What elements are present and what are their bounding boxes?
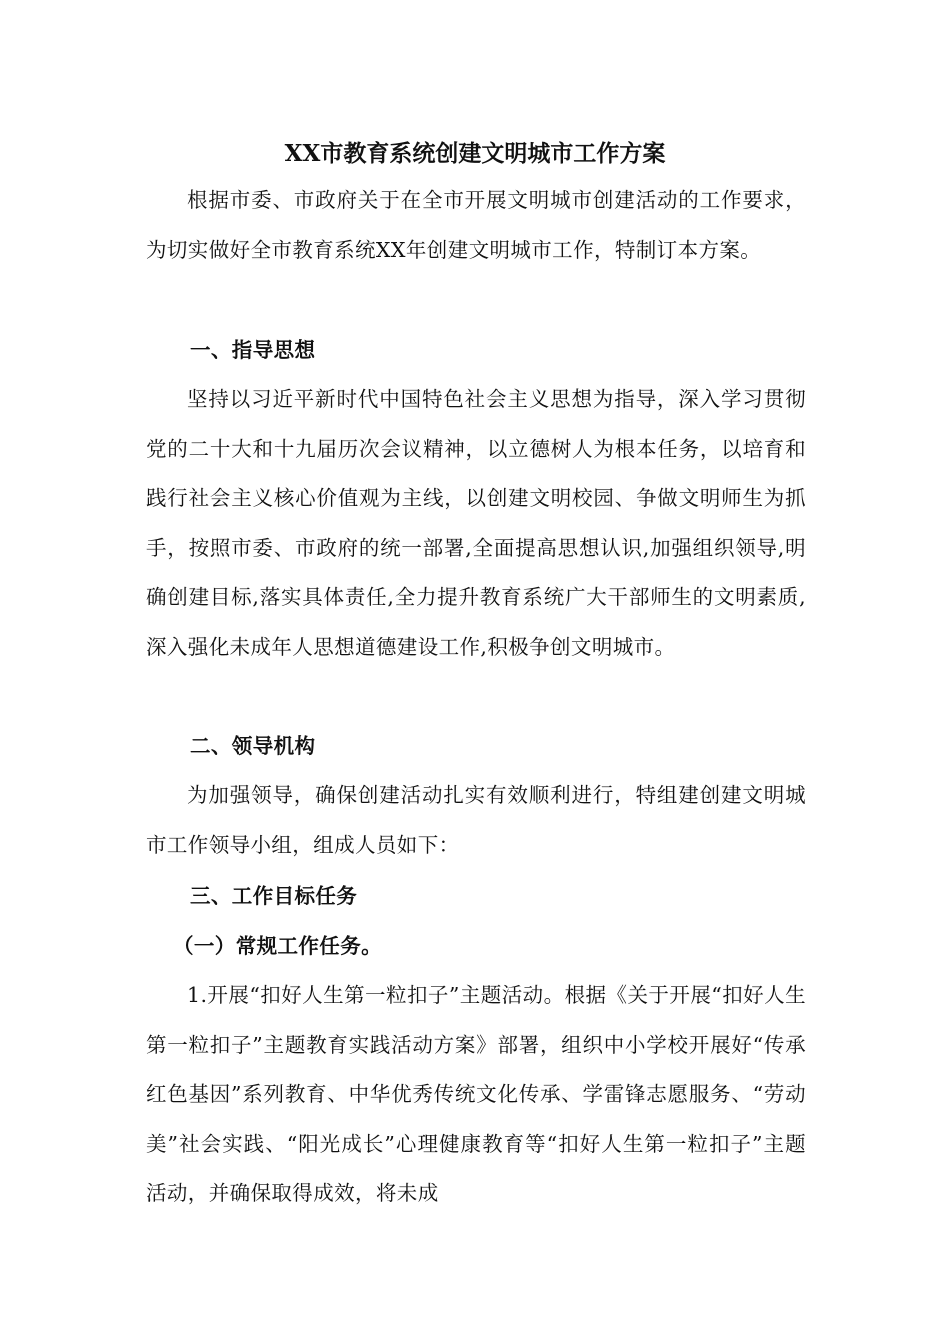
section-heading-leadership: 二、领导机构	[190, 734, 316, 758]
section-paragraph-routine-tasks: 1.开展“扣好人生第一粒扣子”主题活动。根据《关于开展“扣好人生第一粒扣子”主题教育实践活动方案》部署，组织中小学校开展好“传承红色基因”系列教育、中华优秀传统文化传承、学雷锋志愿服务、“劳动美”社会实践、“阳光成长”心理健康教育等“扣好人生第一粒扣子”主题活动，并确保取得成效，将未成	[146, 983, 806, 1205]
intro-paragraph: 根据市委、市政府关于在全市开展文明城市创建活动的工作要求，为切实做好全市教育系统XX年创建文明城市工作，特制订本方案。	[146, 188, 806, 262]
section-paragraph-leadership: 为加强领导，确保创建活动扎实有效顺利进行，特组建创建文明城市工作领导小组，组成人员如下：	[146, 783, 806, 857]
section-paragraph-guiding-ideology: 坚持以习近平新时代中国特色社会主义思想为指导，深入学习贯彻党的二十大和十九届历次会议精神，以立德树人为根本任务，以培育和践行社会主义核心价值观为主线，以创建文明校园、争做文明师生为抓手，按照市委、市政府的统一部署,全面提高思想认识,加强组织领导,明确创建目标,落实具体责任,全力提升教育系统广大干部师生的文明素质,深入强化未成年人思想道德建设工作,积极争创文明城市。	[146, 387, 806, 659]
document-title: XX市教育系统创建文明城市工作方案	[284, 140, 666, 167]
section-heading-guiding-ideology: 一、指导思想	[190, 338, 316, 362]
subsection-heading-routine-tasks: （一）常规工作任务。	[173, 934, 382, 958]
section-heading-goals-tasks: 三、工作目标任务	[190, 884, 358, 908]
